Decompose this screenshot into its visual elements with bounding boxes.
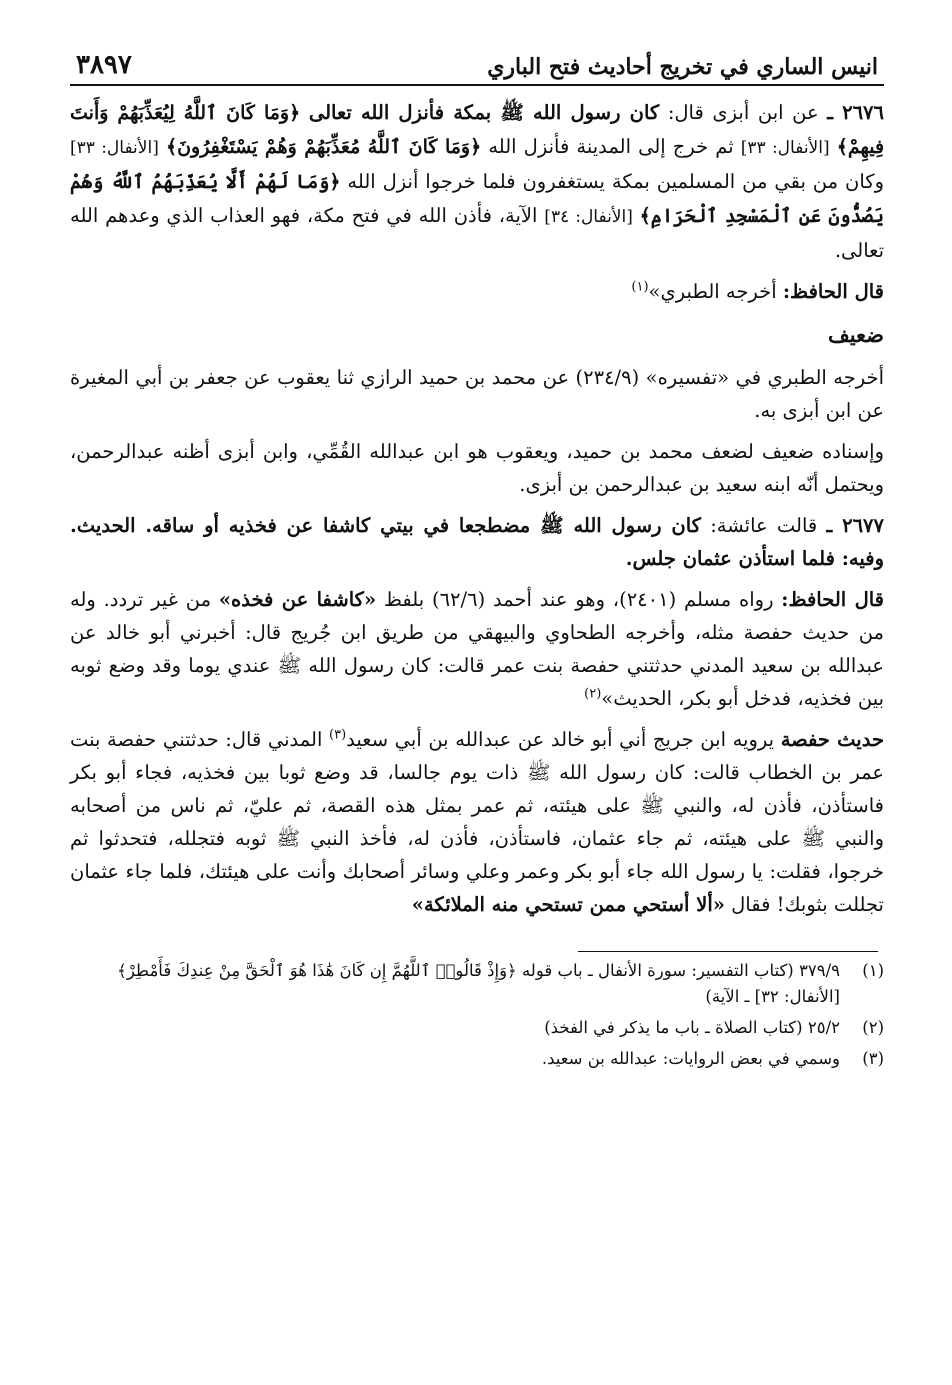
hafiz-text: من غير تردد. وله من حديث حفصة مثله، وأخرجه الطحاوي والبيهقي من طريق ابن جُريج قال: أخبرني أبو خالد عن عبدالله بن سعيد المدني حدثتني حفصة بنت عمر قالت: كان رسول الله ﷺ عندي يوما وقد وضع ثوبه بين فخذيه، فدخل أبو بكر، الحديث» bbox=[70, 588, 884, 710]
verse-reference: [الأنفال: ٣٣] bbox=[70, 138, 159, 158]
footnotes bbox=[70, 958, 884, 1072]
footnote bbox=[70, 1015, 884, 1041]
hafiz-label: قال الحافظ: bbox=[782, 280, 884, 303]
running-title: انيس الساري في تخريج أحاديث فتح الباري bbox=[487, 54, 878, 80]
page-content bbox=[70, 96, 884, 921]
hadith-text: ثم خرج إلى المدينة فأنزل الله bbox=[488, 135, 734, 158]
hadith-matn: كان رسول الله ﷺ بمكة فأنزل الله تعالى bbox=[308, 101, 660, 124]
hafsa-text: المدني قال: حدثتني حفصة بنت عمر بن الخطاب قالت: كان رسول الله ﷺ ذات يوم جالسا، قد وضع ثوبا بين فخذيه، فجاء أبو بكر فاستأذن، فأذن له، والنبي ﷺ على هيئته، ثم عمر بمثل هذه القصة، ثم عليّ، ثم ناس من أصحابه والنبي ﷺ على هيئته، ثم جاء عثمان، فاستأذن، فأذن له، فأخذ النبي ﷺ ثوبه فتجلله، فتحدثوا ثم خرجوا، فقلت: يا رسول الله جاء أبو بكر وعمر وعلي وسائر أصحابك وأنت على هيئتك، فلما جاء عثمان تجللت بثوبك! فقال bbox=[70, 728, 884, 916]
hafsa-label: حديث حفصة bbox=[780, 728, 885, 751]
verse-reference: [الأنفال: ٣٤] bbox=[544, 207, 633, 227]
hafsa-text: يرويه ابن جريج أني أبو خالد عن عبدالله بن أبي سعيد bbox=[346, 728, 775, 751]
hadith-matn: كان رسول الله ﷺ مضطجعا في بيتي كاشفا عن فخذيه أو ساقه. الحديث. وفيه: فلما استأذن عثمان جلس. bbox=[70, 514, 884, 570]
footnote-number: (٣) bbox=[862, 1049, 884, 1068]
footnote-text: ٢٥/٢ (كتاب الصلاة ـ باب ما يذكر في الفخذ) bbox=[544, 1018, 840, 1037]
quran-verse: ﴿وَمَا لَهُمْ أَلَّا يُعَذِّبَهُمُ ٱللَّهُ وَهُمْ يَصُدُّونَ عَنِ ٱلْمَسْجِدِ ٱلْحَرَامِ﴾ bbox=[70, 171, 884, 227]
hadith-lead: عن ابن أبزى قال: bbox=[667, 101, 819, 124]
hadith-2677 bbox=[70, 509, 884, 575]
isnad-paragraph: وإسناده ضعيف لضعف محمد بن حميد، ويعقوب هو ابن عبدالله القُمِّي، وابن أبزى أظنه عبدالرحمن، ويحتمل أنّه ابنه سعيد بن عبدالرحمن بن أبزى. bbox=[70, 440, 884, 496]
quran-verse: ﴿وَمَا كَانَ ٱللَّهُ لِيُعَذِّبَهُمْ وَأَنتَ فِيهِمْ﴾ bbox=[70, 102, 885, 158]
hafiz-comment-2 bbox=[70, 583, 884, 715]
takhrij-paragraph: أخرجه الطبري في «تفسيره» (٢٣٤/٩) عن محمد بن حميد الرازي ثنا يعقوب عن جعفر بن أبي المغيرة عن ابن أبزى به. bbox=[70, 366, 884, 422]
hadith-number: ٢٦٧٦ ـ bbox=[827, 101, 884, 124]
footnote-ref[interactable]: (١) bbox=[631, 279, 649, 295]
hadith-text: وكان من بقي من المسلمين بمكة يستغفرون فلما خرجوا أنزل الله bbox=[347, 170, 884, 193]
hadith-number: ٢٦٧٧ ـ bbox=[826, 514, 884, 537]
hafiz-text: رواه مسلم (٢٤٠١)، وهو عند أحمد (٦٢/٦) بلفظ bbox=[383, 588, 774, 611]
footnote-text: وسمي في بعض الروايات: عبدالله بن سعيد. bbox=[541, 1049, 840, 1068]
quoted-wording: «كاشفا عن فخذه» bbox=[218, 588, 377, 611]
hafsa-quote: «ألا أستحي ممن تستحي منه الملائكة» bbox=[411, 893, 725, 916]
hafiz-text: أخرجه الطبري» bbox=[648, 280, 777, 303]
page-number: ٣٨٩٧ bbox=[76, 50, 132, 80]
footnote-number: (١) bbox=[862, 961, 884, 980]
grade-label: ضعيف bbox=[827, 322, 884, 347]
verse-reference: [الأنفال: ٣٣] bbox=[740, 138, 830, 158]
footnote bbox=[70, 1046, 884, 1072]
hafsa-hadith bbox=[70, 723, 884, 921]
footnote-ref[interactable]: (٢) bbox=[584, 686, 602, 702]
footnote-ref[interactable]: (٣) bbox=[329, 727, 347, 743]
hadith-text: الآية، فأذن الله في فتح مكة، فهو العذاب الذي وعدهم الله تعالى. bbox=[70, 204, 884, 262]
hadith-2676 bbox=[70, 96, 884, 267]
quran-verse: ﴿وَمَا كَانَ ٱللَّهُ مُعَذِّبَهُمْ وَهُمْ يَسْتَغْفِرُونَ﴾ bbox=[165, 136, 482, 158]
hadith-lead: قالت عائشة: bbox=[710, 514, 818, 537]
hafiz-comment-1 bbox=[70, 275, 884, 308]
footnote bbox=[70, 958, 884, 1010]
hafiz-label: قال الحافظ: bbox=[781, 588, 884, 611]
footnote-number: (٢) bbox=[862, 1018, 884, 1037]
footnote-text: ٣٧٩/٩ (كتاب التفسير: سورة الأنفال ـ باب قوله ﴿وَإِذْ قَالُوا۟ ٱللَّهُمَّ إِن كَانَ هَٰذَا هُوَ ٱلْحَقَّ مِنْ عِندِكَ فَأَمْطِرْ﴾ [الأنفال: ٣٢] ـ الآية) bbox=[117, 961, 840, 1006]
footnote-divider bbox=[578, 951, 878, 952]
page-header bbox=[70, 36, 884, 86]
